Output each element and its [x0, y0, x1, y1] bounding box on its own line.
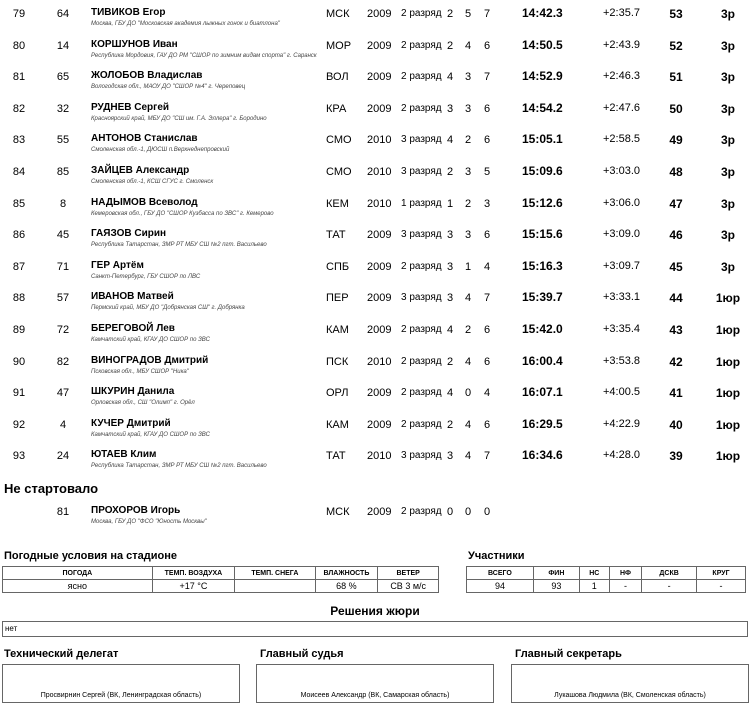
- birth-year: 2009: [367, 292, 392, 305]
- total-misses: 6: [484, 418, 491, 431]
- range-2-misses: 3: [465, 229, 472, 242]
- time-behind: +3:03.0: [603, 165, 641, 177]
- athlete-organization: Пермский край, МБУ ДО "Добрянская СШ" г. Добрянка: [91, 305, 245, 312]
- results-row: [0, 95, 750, 126]
- sport-rank: 2 разряд: [401, 39, 442, 51]
- total-misses: 5: [484, 166, 491, 178]
- weather-header: ТЕМП. ВОЗДУХА: [152, 567, 234, 580]
- range-2-misses: 4: [465, 39, 472, 52]
- results-place: 90: [12, 355, 26, 368]
- total-misses: 6: [484, 134, 491, 147]
- participants-header: КРУГ: [697, 567, 746, 580]
- finish-time: 16:07.1: [522, 385, 563, 400]
- athlete-organization: Республика Татарстан, ЗМР РТ МБУ СШ №2 пгт. Васильево: [91, 242, 267, 249]
- official-name: Моисеев Александр (ВК, Самарская область): [300, 692, 450, 699]
- finish-time: 14:50.5: [522, 37, 563, 52]
- grade: 1юр: [715, 417, 741, 432]
- results-bib: 64: [56, 8, 70, 20]
- birth-year: 2009: [367, 229, 392, 242]
- time-behind: +3:09.7: [603, 259, 641, 272]
- finish-time: 14:42.3: [522, 6, 563, 20]
- points: 41: [669, 386, 683, 401]
- results-place: 85: [12, 197, 26, 210]
- points: 42: [669, 354, 683, 369]
- birth-year: 2009: [367, 102, 392, 115]
- range-2-misses: 2: [465, 324, 472, 336]
- results-row: [0, 221, 750, 252]
- weather-title: Погодные условия на стадионе: [4, 550, 178, 562]
- weather-value: ясно: [3, 580, 153, 593]
- time-behind: +3:35.4: [603, 323, 641, 335]
- range-1-misses: 2: [447, 39, 454, 52]
- participants-header: НС: [579, 567, 609, 580]
- athlete-organization: Москва, ГБУ ДО "Московская академия лыжных гонок и биатлона": [91, 21, 280, 27]
- range-1-misses: 3: [447, 292, 454, 305]
- grade: 1юр: [715, 354, 741, 369]
- finish-time: 15:05.1: [522, 132, 563, 147]
- results-place: 86: [12, 229, 26, 242]
- participants-header: ВСЕГО: [467, 567, 534, 580]
- range-2-misses: 3: [465, 71, 472, 84]
- signature-box: [511, 664, 749, 703]
- results-row: [0, 253, 750, 284]
- athlete-region: СМО: [326, 134, 352, 147]
- results-bib: 55: [56, 134, 70, 147]
- birth-year: 2009: [367, 260, 392, 273]
- sport-rank: 3 разряд: [401, 229, 442, 241]
- athlete-name: ИВАНОВ Матвей: [91, 291, 174, 303]
- range-2-misses: 3: [465, 102, 472, 115]
- athlete-region: СМО: [326, 166, 352, 178]
- range-1-misses: 4: [447, 387, 454, 400]
- results-row: [0, 158, 750, 189]
- total-misses: 7: [484, 71, 491, 84]
- birth-year: 2010: [367, 450, 392, 463]
- points: 48: [669, 165, 683, 179]
- finish-time: 15:42.0: [522, 322, 563, 336]
- athlete-name: ТИВИКОВ Егор: [91, 7, 166, 18]
- grade: 3р: [720, 38, 735, 53]
- finish-time: 15:39.7: [522, 290, 563, 305]
- athlete-region: ВОЛ: [326, 71, 349, 84]
- dns-row: [0, 498, 750, 529]
- results-row: [0, 411, 750, 442]
- sport-rank: 2 разряд: [401, 324, 442, 335]
- athlete-region: КАМ: [326, 324, 349, 336]
- range-1-misses: 3: [447, 102, 454, 115]
- official-role: Главный судья: [260, 648, 344, 660]
- grade: 1юр: [715, 291, 741, 306]
- jury-title: Решения жюри: [330, 604, 420, 618]
- points: 47: [669, 196, 683, 211]
- athlete-region: ПСК: [326, 355, 349, 368]
- points: 39: [669, 449, 683, 464]
- athlete-organization: Москва, ГБУ ДО "ФСО "Юность Москвы": [91, 519, 207, 525]
- athlete-organization: Орловская обл., СШ "Олимп" г. Орёл: [91, 400, 195, 407]
- athlete-region: МСК: [326, 8, 350, 20]
- points: 51: [669, 70, 683, 85]
- birth-year: 2009: [367, 71, 392, 84]
- range-2-misses: 0: [465, 387, 472, 400]
- finish-time: 14:52.9: [522, 69, 563, 84]
- jury-decision-box: [2, 621, 748, 637]
- athlete-name: ВИНОГРАДОВ Дмитрий: [91, 354, 209, 366]
- athlete-organization: Санкт-Петербург, ГБУ СШОР по ЛВС: [91, 273, 201, 280]
- official-name: Просвирнин Сергей (ВК, Ленинградская область): [40, 692, 202, 699]
- sport-rank: 2 разряд: [401, 8, 442, 19]
- athlete-region: СПБ: [326, 260, 350, 273]
- time-behind: +3:53.8: [603, 354, 641, 367]
- total-misses: 7: [484, 292, 491, 305]
- results-bib: 14: [56, 39, 70, 52]
- total-misses: 3: [484, 197, 491, 210]
- time-behind: +3:33.1: [603, 291, 641, 304]
- points: 45: [669, 259, 683, 274]
- athlete-name: АНТОНОВ Станислав: [91, 133, 198, 145]
- total-misses: 6: [484, 355, 491, 368]
- range-1-misses: 4: [447, 71, 454, 84]
- grade: 3р: [720, 7, 735, 21]
- range-1-misses: 3: [447, 260, 454, 273]
- athlete-name: НАДЫМОВ Всеволод: [91, 196, 198, 208]
- range-1-misses: 3: [447, 229, 454, 242]
- results-place: 93: [12, 450, 26, 463]
- signature-box: [256, 664, 494, 703]
- range-1-misses: 1: [447, 197, 454, 210]
- finish-time: 16:29.5: [522, 416, 563, 431]
- results-place: 91: [12, 387, 26, 400]
- birth-year: 2009: [367, 418, 392, 431]
- points: 43: [669, 323, 683, 337]
- range-1-misses: 0: [447, 506, 454, 518]
- birth-year: 2009: [367, 39, 392, 52]
- athlete-region: ПЕР: [326, 292, 349, 305]
- athlete-organization: Смоленская обл.-1, КСШ СГУС г. Смоленск: [91, 179, 214, 185]
- range-1-misses: 2: [447, 418, 454, 431]
- time-behind: +2:46.3: [603, 70, 641, 83]
- participants-value: -: [642, 580, 697, 593]
- birth-year: 2009: [367, 387, 392, 400]
- participants-header: НФ: [609, 567, 641, 580]
- results-place: 92: [12, 418, 26, 431]
- range-1-misses: 2: [447, 8, 454, 20]
- weather-header: ТЕМП. СНЕГА: [235, 567, 315, 580]
- grade: 3р: [720, 70, 735, 85]
- athlete-region: МОР: [326, 39, 352, 52]
- grade: 3р: [720, 165, 735, 179]
- athlete-name: КОРШУНОВ Иван: [91, 38, 178, 50]
- finish-time: 15:09.6: [522, 164, 563, 178]
- range-1-misses: 3: [447, 450, 454, 463]
- results-bib: 65: [56, 71, 70, 84]
- results-bib: 8: [59, 197, 67, 210]
- athlete-organization: Кемеровская обл., ГБУ ДО "СШОР Кузбасса по ЗВС" г. Кемерово: [91, 210, 274, 217]
- weather-value: +17 °C: [152, 580, 234, 593]
- athlete-name: РУДНЕВ Сергей: [91, 101, 170, 113]
- total-misses: 6: [484, 229, 491, 242]
- athlete-region: КРА: [326, 102, 347, 115]
- sport-rank: 2 разряд: [401, 418, 442, 430]
- range-2-misses: 4: [465, 355, 472, 368]
- weather-header: ВЕТЕР: [378, 567, 439, 580]
- range-2-misses: 4: [465, 292, 472, 305]
- results-place: 84: [12, 166, 26, 178]
- points: 46: [669, 228, 683, 243]
- sport-rank: 3 разряд: [401, 292, 442, 304]
- finish-time: 16:00.4: [522, 353, 563, 368]
- official-role: Главный секретарь: [515, 648, 622, 660]
- results-bib: 32: [56, 102, 70, 115]
- sport-rank: 1 разряд: [401, 197, 442, 209]
- time-behind: +3:09.0: [603, 228, 641, 241]
- grade: 3р: [720, 259, 735, 274]
- birth-year: 2010: [367, 134, 392, 147]
- range-2-misses: 3: [465, 166, 472, 178]
- results-row: [0, 442, 750, 473]
- participants-value: -: [697, 580, 746, 593]
- sport-rank: 2 разряд: [401, 102, 442, 114]
- weather-header: ВЛАЖНОСТЬ: [315, 567, 378, 580]
- time-behind: +4:28.0: [603, 449, 641, 462]
- points: 50: [669, 101, 683, 116]
- points: 44: [669, 291, 683, 306]
- points: 40: [669, 417, 683, 432]
- time-behind: +4:00.5: [603, 386, 641, 399]
- athlete-name: ЮТАЕВ Клим: [91, 449, 157, 461]
- time-behind: +2:58.5: [603, 133, 641, 146]
- birth-year: 2010: [367, 197, 392, 210]
- sport-rank: 3 разряд: [401, 166, 442, 177]
- total-misses: 4: [484, 387, 491, 400]
- athlete-region: КЕМ: [326, 197, 349, 210]
- birth-year: 2009: [367, 324, 392, 336]
- participants-value: 94: [467, 580, 534, 593]
- grade: 3р: [720, 228, 735, 243]
- athlete-organization: Смоленская обл.-1, ДЮСШ п.Верхнеднепровский: [91, 147, 230, 154]
- points: 49: [669, 133, 683, 148]
- jury-decision-text: нет: [5, 624, 18, 633]
- participants-title: Участники: [468, 550, 525, 562]
- sport-rank: 3 разряд: [401, 450, 442, 462]
- results-bib: 72: [56, 324, 70, 336]
- sport-rank: 2 разряд: [401, 506, 442, 517]
- range-1-misses: 2: [447, 166, 454, 178]
- time-behind: +2:47.6: [603, 101, 641, 114]
- range-1-misses: 2: [447, 355, 454, 368]
- time-behind: +3:06.0: [603, 196, 641, 209]
- results-place: 80: [12, 39, 26, 52]
- participants-value: 93: [533, 580, 579, 593]
- results-bib: 4: [59, 418, 67, 431]
- grade: 3р: [720, 101, 735, 116]
- grade: 1юр: [715, 386, 741, 401]
- athlete-region: МСК: [326, 506, 350, 518]
- results-place: 81: [12, 71, 26, 84]
- sport-rank: 2 разряд: [401, 260, 442, 272]
- participants-value: 1: [579, 580, 609, 593]
- results-bib: 47: [56, 387, 70, 400]
- results-bib: 85: [56, 166, 70, 178]
- finish-time: 14:54.2: [522, 100, 563, 115]
- points: 53: [669, 7, 683, 21]
- athlete-region: ТАТ: [326, 229, 346, 242]
- results-bib: 82: [56, 355, 70, 368]
- results-row: [0, 284, 750, 315]
- weather-table: [2, 566, 439, 593]
- finish-time: 15:12.6: [522, 195, 563, 210]
- range-1-misses: 4: [447, 134, 454, 147]
- total-misses: 6: [484, 39, 491, 52]
- results-place: 82: [12, 102, 26, 115]
- birth-year: 2009: [367, 8, 392, 20]
- athlete-name: ЗАЙЦЕВ Александр: [91, 165, 190, 176]
- birth-year: 2010: [367, 166, 392, 178]
- finish-time: 16:34.6: [522, 448, 563, 463]
- athlete-region: КАМ: [326, 418, 349, 431]
- results-row: [0, 190, 750, 221]
- total-misses: 4: [484, 260, 491, 273]
- athlete-organization: Камчатский край, КГАУ ДО СШОР по ЗВС: [91, 337, 210, 343]
- results-bib: 71: [56, 260, 70, 273]
- total-misses: 7: [484, 450, 491, 463]
- time-behind: +2:43.9: [603, 38, 641, 51]
- athlete-name: ШКУРИН Данила: [91, 386, 175, 398]
- athlete-organization: Камчатский край, КГАУ ДО СШОР по ЗВС: [91, 431, 210, 438]
- range-2-misses: 2: [465, 134, 472, 147]
- grade: 1юр: [715, 323, 741, 337]
- time-behind: +2:35.7: [603, 7, 641, 19]
- results-row: [0, 348, 750, 379]
- sport-rank: 2 разряд: [401, 355, 442, 367]
- total-misses: 7: [484, 8, 491, 20]
- finish-time: 15:15.6: [522, 227, 563, 242]
- sport-rank: 3 разряд: [401, 134, 442, 146]
- finish-time: 15:16.3: [522, 258, 563, 273]
- athlete-name: ГАЯЗОВ Сирин: [91, 228, 167, 240]
- athlete-organization: Вологодская обл., МАОУ ДО "СШОР №4" г. Череповец: [91, 84, 246, 91]
- results-place: 83: [12, 134, 26, 147]
- participants-header: ФИН: [533, 567, 579, 580]
- results-row: [0, 379, 750, 410]
- results-bib: 24: [56, 450, 70, 463]
- range-2-misses: 1: [465, 260, 472, 273]
- range-2-misses: 4: [465, 418, 472, 431]
- athlete-name: КУЧЕР Дмитрий: [91, 417, 171, 429]
- athlete-name: ГЕР Артём: [91, 259, 144, 271]
- time-behind: +4:22.9: [603, 417, 641, 430]
- results-bib: 57: [56, 292, 70, 305]
- total-misses: 6: [484, 324, 491, 336]
- athlete-name: ПРОХОРОВ Игорь: [91, 505, 181, 516]
- points: 52: [669, 38, 683, 53]
- official-name: Лукашова Людмила (ВК, Смоленская область): [554, 692, 706, 699]
- participants-value: -: [609, 580, 641, 593]
- grade: 3р: [720, 133, 735, 148]
- grade: 1юр: [715, 449, 741, 464]
- results-row: [0, 126, 750, 157]
- results-row: [0, 63, 750, 94]
- weather-value: 68 %: [315, 580, 378, 593]
- birth-year: 2009: [367, 506, 392, 518]
- athlete-region: ТАТ: [326, 450, 346, 463]
- results-bib: 45: [56, 229, 70, 242]
- results-place: 88: [12, 292, 26, 305]
- participants-table: [466, 566, 746, 593]
- grade: 3р: [720, 196, 735, 211]
- results-row: [0, 316, 750, 347]
- birth-year: 2010: [367, 355, 392, 368]
- athlete-organization: Республика Мордовия, ГАУ ДО РМ "СШОР по зимним видам спорта" г. Саранск: [91, 52, 317, 59]
- signature-box: [2, 664, 240, 703]
- results-place: 89: [12, 324, 26, 336]
- participants-header: ДСКВ: [642, 567, 697, 580]
- sport-rank: 2 разряд: [401, 71, 442, 83]
- athlete-name: ЖОЛОБОВ Владислав: [91, 70, 203, 82]
- range-1-misses: 4: [447, 324, 454, 336]
- dns-bib: 81: [56, 506, 70, 518]
- results-row: [0, 0, 750, 31]
- sport-rank: 2 разряд: [401, 387, 442, 399]
- range-2-misses: 0: [465, 506, 472, 518]
- results-place: 87: [12, 260, 26, 273]
- athlete-region: ОРЛ: [326, 387, 349, 400]
- athlete-organization: Республика Татарстан, ЗМР РТ МБУ СШ №2 пгт. Васильево: [91, 463, 267, 470]
- athlete-name: БЕРЕГОВОЙ Лев: [91, 323, 175, 334]
- weather-header: ПОГОДА: [3, 567, 153, 580]
- range-2-misses: 4: [465, 450, 472, 463]
- total-misses: 0: [484, 506, 491, 518]
- results-row: [0, 32, 750, 63]
- weather-value: СВ 3 м/с: [378, 580, 439, 593]
- athlete-organization: Красноярский край, МБУ ДО "СШ им. Г.А. Эллера" г. Бородино: [91, 115, 267, 122]
- weather-value: [235, 580, 315, 593]
- range-2-misses: 5: [465, 8, 472, 20]
- official-role: Технический делегат: [4, 648, 119, 660]
- results-place: 79: [12, 8, 26, 20]
- athlete-organization: Псковская обл., МБУ СШОР "Ника": [91, 368, 189, 375]
- dns-title: Не стартовало: [4, 481, 99, 496]
- range-2-misses: 2: [465, 197, 472, 210]
- total-misses: 6: [484, 102, 491, 115]
